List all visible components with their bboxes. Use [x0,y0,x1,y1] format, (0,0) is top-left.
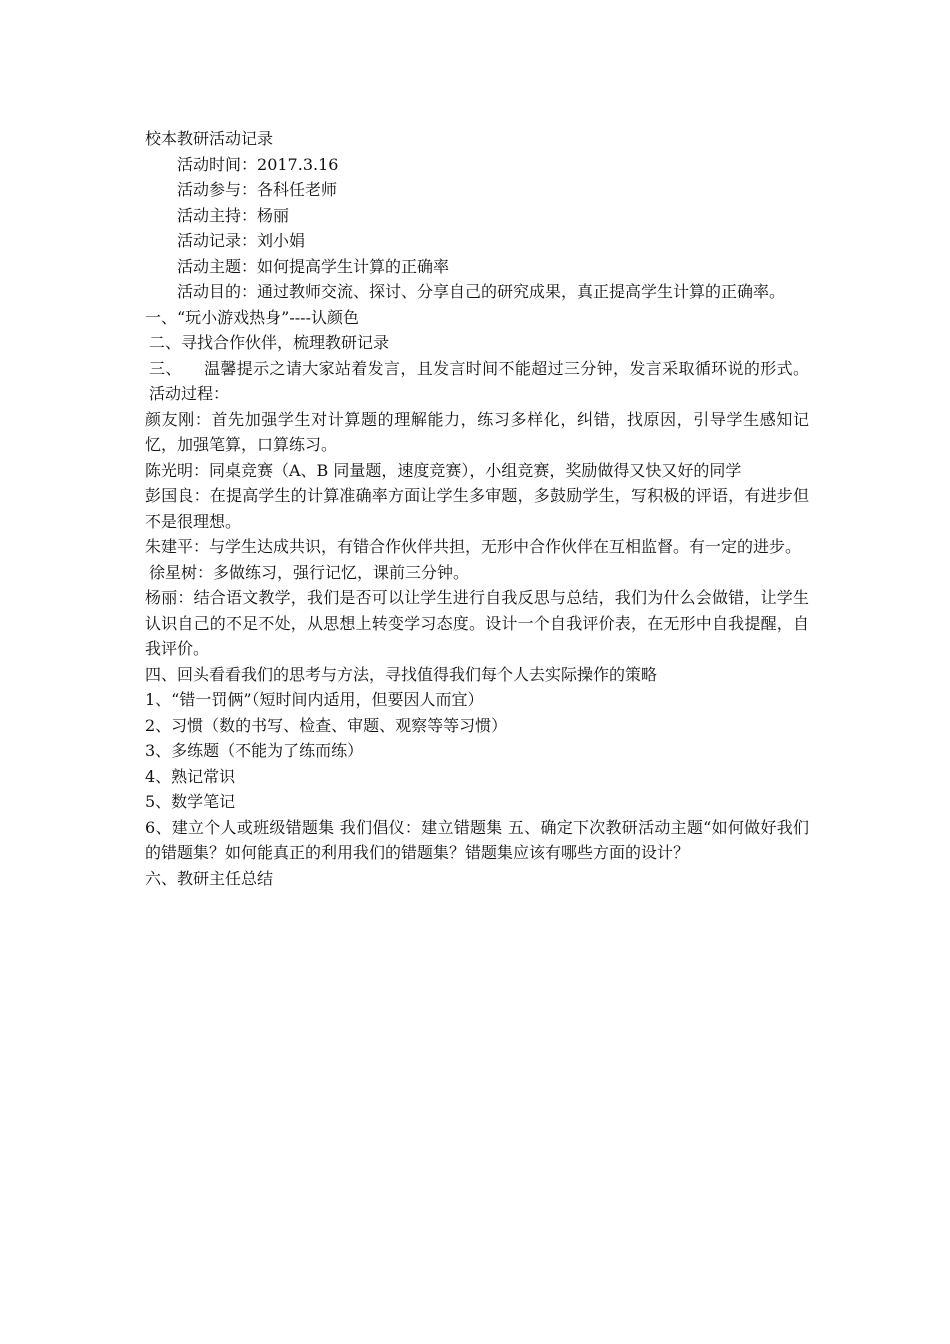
document-body [145,126,809,891]
meta-theme-value: 如何提高学生计算的正确率 [257,256,450,276]
section-3-text: 温馨提示之请大家站着发言，且发言时间不能超过三分钟，发言采取循环说的形式。 活动过程： [149,358,809,403]
section-2-heading: 二、寻找合作伙伴，梳理教研记录 [149,333,390,352]
meta-time [145,152,809,178]
strategy-item: 2、习惯（数的书写、检查、审题、观察等等习惯） [145,715,508,735]
meta-host [145,203,809,229]
speech-item: 徐星树：多做练习，强行记忆，课前三分钟。 [149,562,470,582]
meta-recorder [145,228,809,254]
section-1-heading: 一、“玩小游戏热身”----认颜色 [145,307,359,327]
strategy-item: 5、数学笔记 [145,792,236,811]
meta-host-value: 杨丽 [257,205,290,225]
strategy-item: 6、建立个人或班级错题集 我们倡仪：建立错题集 五、确定下次教研活动主题“如何做好我们的错题集？如何能真正的利用我们的错题集？错题集应该有哪些方面的设计？ [145,817,809,862]
speech-item: 颜友刚：首先加强学生对计算题的理解能力，练习多样化，纠错，找原因，引导学生感知记忆，加强笔算，口算练习。 [145,409,809,454]
meta-participants [145,177,809,203]
section-4-heading: 四、回头看看我们的思考与方法，寻找值得我们每个人去实际操作的策略 [145,664,658,684]
meta-participants-value: 各科任老师 [257,180,338,199]
meta-recorder-label: 活动记录： [177,231,258,250]
section-6-heading: 六、教研主任总结 [145,868,274,888]
meta-theme-label: 活动主题： [177,256,258,276]
speech-item: 朱建平：与学生达成共识，有错合作伙伴共担，无形中合作伙伴在互相监督。有一定的进步。 [145,537,802,556]
meta-host-label: 活动主持： [177,205,258,225]
section-3-paragraph [145,356,809,407]
meta-time-label: 活动时间： [177,154,258,174]
document-title: 校本教研活动记录 [145,129,274,148]
meta-theme [145,254,809,280]
strategy-item: 1、“错一罚俩”（短时间内适用，但要因人而宜） [145,690,484,709]
speech-item: 彭国良：在提高学生的计算准确率方面让学生多审题，多鼓励学生，写积极的评语，有进步但不是很理想。 [145,486,809,531]
meta-purpose [145,279,809,305]
section-3-number: 三、 [149,358,182,378]
speech-item: 陈光明：同桌竞赛（A、B 同量题，速度竞赛），小组竞赛，奖励做得又快又好的同学 [145,460,742,480]
meta-purpose-label: 活动目的： [177,282,258,301]
speech-item: 杨丽：结合语文教学，我们是否可以让学生进行自我反思与总结，我们为什么会做错，让学生认识自己的不足不处，从思想上转变学习态度。设计一个自我评价表，在无形中自我提醒，自我评价。 [145,588,809,658]
meta-recorder-value: 刘小娟 [257,231,306,250]
meta-purpose-value: 通过教师交流、探讨、分享自己的研究成果，真正提高学生计算的正确率。 [257,282,786,301]
meta-time-value: 2017.3.16 [257,154,339,174]
meta-participants-label: 活动参与： [177,180,258,199]
strategy-item: 3、多练题（不能为了练而练） [145,741,364,760]
strategy-item: 4、熟记常识 [145,766,236,786]
